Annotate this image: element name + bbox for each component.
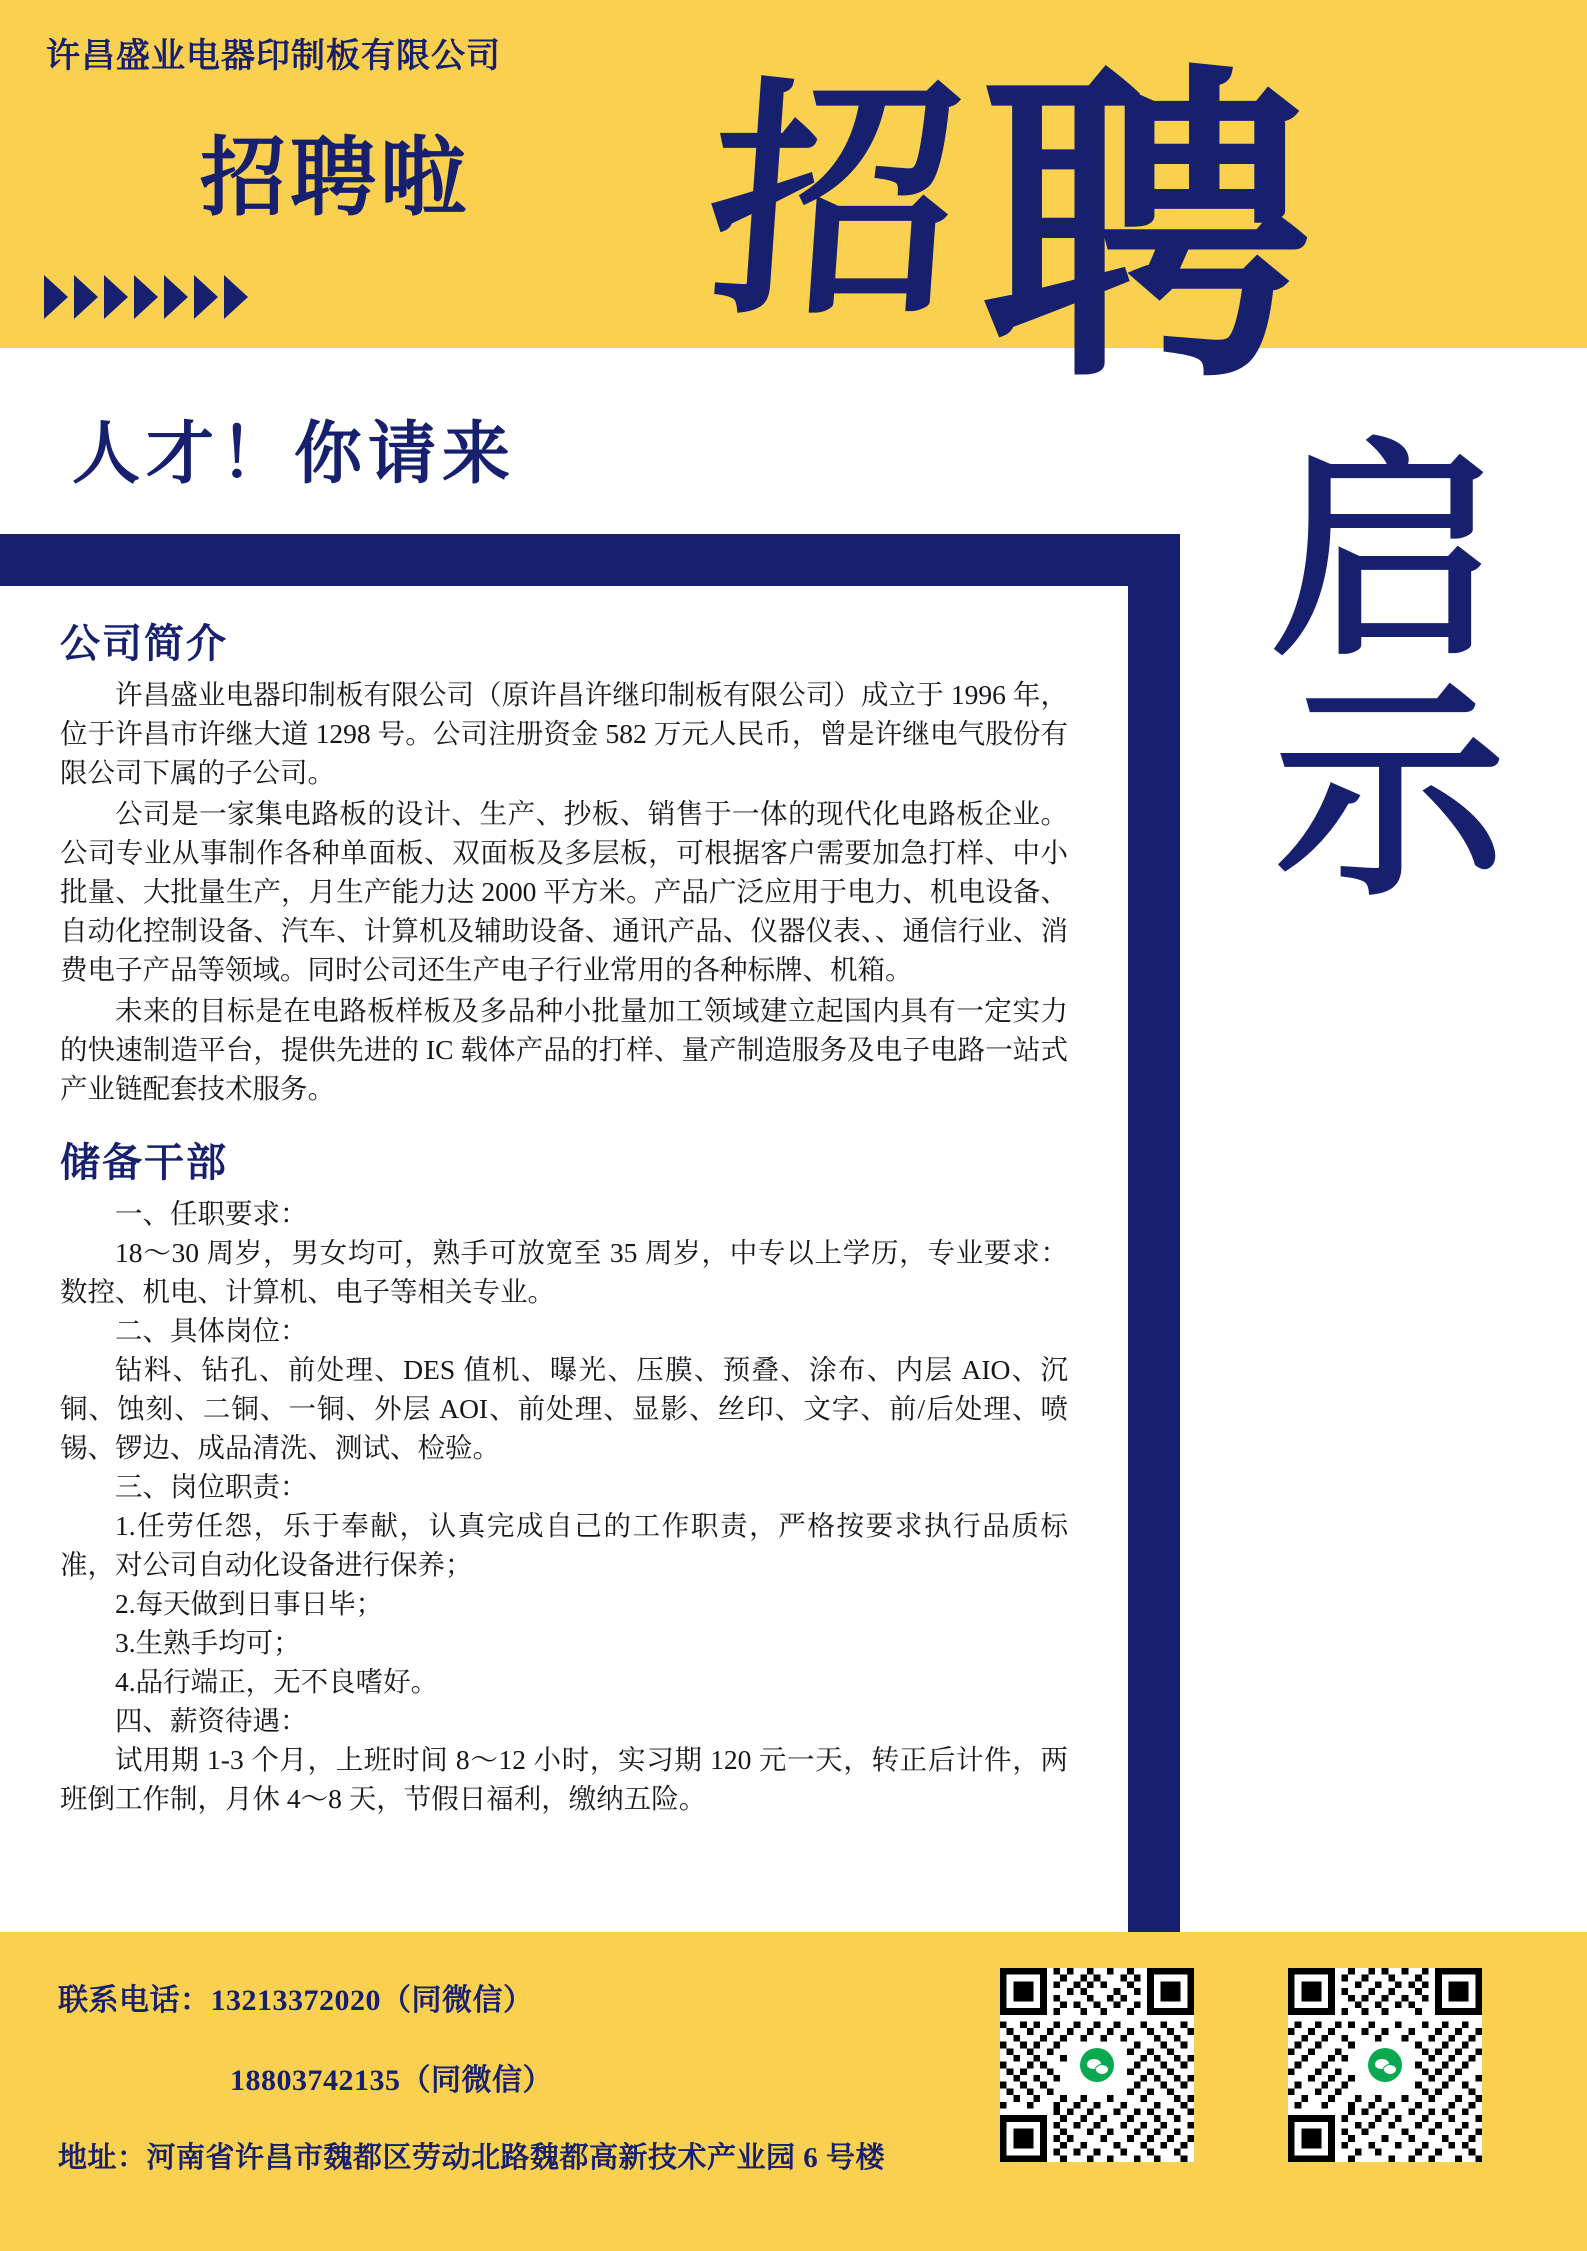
- company-intro-paragraph: 未来的目标是在电路板样板及多品种小批量加工领域建立起国内具有一定实力的快速制造平台，提供先进的 IC 载体产品的打样、量产制造服务及电子电路一站式产业链配套技术服务。: [60, 995, 1068, 1105]
- company-intro-paragraph: 公司是一家集电路板的设计、生产、抄板、销售于一体的现代化电路板企业。公司专业从事制作各种单面板、双面板及多层板，可根据客户需要加急打样、中小批量、大批量生产，月生产能力达 2000 平方米。产品广泛应用于电力、机电设备、自动化控制设备、汽车、计算机及辅助设备、通讯产品、仪器仪表、、通信行业、消费电子产品等领域。同时公司还生产电子行业常用的各种标牌、机箱。: [60, 798, 1068, 986]
- chevron-right-icon: [74, 275, 98, 319]
- poster-body-content: [0, 590, 1128, 1818]
- job-detail-line: 1.任劳任怨，乐于奉献，认真完成自己的工作职责，严格按要求执行品质标准，对公司自动化设备进行保养；: [60, 1509, 1068, 1580]
- section-title-reserve-cadre: 储备干部: [60, 1140, 228, 1185]
- giant-char-zhao: 招: [700, 63, 970, 342]
- chevron-right-icon: [224, 275, 248, 319]
- contact-phone-number-1: 13213372020: [210, 1984, 381, 2017]
- job-detail-line: 二、具体岗位：: [115, 1314, 308, 1346]
- wechat-icon: [1080, 2048, 1114, 2082]
- blue-horizontal-bar: [0, 534, 1180, 586]
- contact-phone-label: 联系电话：: [58, 1984, 211, 2017]
- job-detail-line: 试用期 1-3 个月，上班时间 8～12 小时，实习期 120 元一天，转正后计件，两班倒工作制，月休 4～8 天，节假日福利，缴纳五险。: [60, 1744, 1068, 1815]
- contact-phone-note-1: （同微信）: [381, 1984, 534, 2017]
- contact-address: 地址：河南省许昌市魏都区劳动北路魏都高新技术产业园 6 号楼: [58, 2142, 886, 2174]
- chevron-right-icon: [44, 275, 68, 319]
- headline-recruit: 招聘啦: [200, 130, 470, 226]
- contact-block: [58, 1975, 958, 2176]
- job-detail-line: 三、岗位职责：: [115, 1470, 308, 1502]
- company-name-header: 许昌盛业电器印制板有限公司: [46, 38, 501, 75]
- company-intro-paragraph: 许昌盛业电器印制板有限公司（原许昌许继印制板有限公司）成立于 1996 年，位于许昌市许继大道 1298 号。公司注册资金 582 万元人民币，曾是许继电气股份有限公司下属的子公司。: [60, 679, 1068, 789]
- wechat-qr-2-icon: [1288, 1968, 1482, 2162]
- chevron-arrows-decoration: [44, 275, 248, 319]
- blue-vertical-bar: [1128, 534, 1180, 1932]
- job-detail-line: 四、薪资待遇：: [115, 1705, 308, 1737]
- chevron-right-icon: [194, 275, 218, 319]
- job-detail-line: 4.品行端正，无不良嗜好。: [115, 1666, 439, 1698]
- job-detail-line: 3.生熟手均可；: [115, 1627, 301, 1659]
- section-title-company-intro: 公司简介: [60, 622, 228, 666]
- slogan-text: 人才！你请来: [72, 416, 517, 492]
- wechat-qr-1-icon: [1000, 1968, 1194, 2162]
- job-detail-line: 18～30 周岁，男女均可，熟手可放宽至 35 周岁，中专以上学历，专业要求：数控、机电、计算机、电子等相关专业。: [60, 1236, 1068, 1307]
- wechat-icon: [1368, 2048, 1402, 2082]
- wechat-logo-overlay: [1363, 2043, 1407, 2087]
- giant-char-pin: 聘: [980, 45, 1310, 414]
- contact-phone-row-1: [58, 1975, 958, 2019]
- chevron-right-icon: [134, 275, 158, 319]
- job-detail-line: 2.每天做到日事日毕；: [115, 1587, 384, 1619]
- job-detail-line: 一、任职要求：: [115, 1197, 308, 1229]
- wechat-logo-overlay: [1075, 2043, 1119, 2087]
- chevron-right-icon: [164, 275, 188, 319]
- contact-phone-row-2: [58, 2055, 958, 2099]
- contact-phone-note-2: （同微信）: [400, 2064, 553, 2097]
- contact-phone-number-2: 18803742135: [230, 2064, 401, 2097]
- giant-char-qi: 启: [1270, 425, 1501, 682]
- giant-char-shi: 示: [1275, 665, 1506, 922]
- job-detail-line: 钻料、钻孔、前处理、DES 值机、曝光、压膜、预叠、涂布、内层 AIO、沉铜、蚀刻、二铜、一铜、外层 AOI、前处理、显影、丝印、文字、前/后处理、喷锡、锣边、成品清洗、测试、检验。: [60, 1353, 1068, 1463]
- chevron-right-icon: [104, 275, 128, 319]
